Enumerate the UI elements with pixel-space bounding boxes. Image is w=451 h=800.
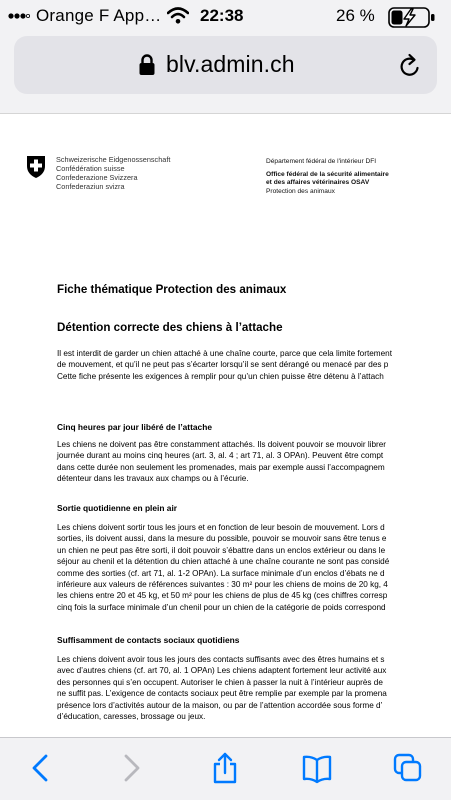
pdf-page[interactable] <box>0 113 451 737</box>
section-heading: Sortie quotidienne en plein air <box>57 503 178 513</box>
lock-icon <box>138 54 156 76</box>
text-line: détenteur dans les travaux aux champs ou à l’écurie. <box>57 474 249 484</box>
battery-percentage: 26 % <box>336 6 375 25</box>
confederation-names <box>56 155 170 191</box>
back-button[interactable] <box>26 752 56 784</box>
text-line: les chiens entre 20 et 45 kg, et 50 m² pour les chiens de plus de 45 kg (ces chiffres corresp <box>57 591 388 601</box>
text-line: dans cette durée non seulement les promenades, mais par exemple aussi l’accompagnem <box>57 462 385 472</box>
department-block <box>266 158 389 196</box>
url-text[interactable]: blv.admin.ch <box>166 51 295 77</box>
clock: 22:38 <box>200 6 244 25</box>
text-line: cinq fois la surface minimale d’un chenil pour un chien de la catégorie de poids correspond <box>57 602 386 612</box>
office-name-line2: et des affaires vétérinaires OSAV <box>266 179 370 187</box>
office-name-line1: Office fédéral de la sécurité alimentaire <box>266 171 389 179</box>
reload-icon[interactable] <box>398 53 422 79</box>
document-title: Détention correcte des chiens à l’attache <box>57 321 283 334</box>
wifi-icon <box>167 7 189 24</box>
bookmarks-icon[interactable] <box>302 752 332 784</box>
carrier-name: Orange F App… <box>36 6 162 25</box>
confederation-name-de: Schweizerische Eidgenossenschaft <box>56 155 171 164</box>
share-icon[interactable] <box>210 752 240 784</box>
text-line: Il est interdit de garder un chien attaché à une chaîne courte, parce que cela limite fortement <box>57 349 392 358</box>
text-line: sorties, ils doivent aussi, dans la mesure du possible, pouvoir se mouvoir sans être tenus e <box>57 534 387 544</box>
text-line: séjour au chenil et la détention du chien attaché à une chaîne courante ne sont pas considé <box>57 557 390 567</box>
bookmarks-button[interactable] <box>302 752 332 784</box>
text-line: présence lors d’activités autour de la maison, ou par de l’attention accordée sous forme d’ <box>57 700 383 710</box>
section-paragraph <box>57 522 389 613</box>
department-name: Département fédéral de l'intérieur DFI <box>266 158 377 165</box>
text-line: Les chiens doivent sortir tous les jours et en fonction de leur besoin de mouvement. Lors d <box>57 523 385 532</box>
text-line: Les chiens doivent avoir tous les jours des contacts suffisants avec des êtres humains et s <box>57 655 385 664</box>
division-name: Protection des animaux <box>266 187 335 195</box>
section-paragraph <box>57 439 386 485</box>
forward-button[interactable] <box>116 752 146 784</box>
forward-icon[interactable] <box>116 752 146 784</box>
text-line: ne suffit pas. L’exigence de contacts sociaux peut être remplie par exemple par la promena <box>57 689 387 699</box>
battery-charging-icon <box>388 7 436 28</box>
text-line: Les chiens ne doivent pas être constamment attachés. Ils doivent pouvoir se mouvoir librer <box>57 440 387 449</box>
text-line: avec d’autres chiens (cf. art 70, al. 1 OPAn) Les chiens adaptent fortement leur activité aux <box>57 666 387 676</box>
tabs-button[interactable] <box>393 752 423 784</box>
status-bar <box>0 0 451 34</box>
share-button[interactable] <box>210 752 240 784</box>
section-paragraph <box>57 654 387 722</box>
text-line: un chien ne peut pas être sorti, il doit pouvoir s’ébattre dans un enclos extérieur ou dans le <box>57 545 386 555</box>
back-icon[interactable] <box>26 752 56 784</box>
document-type-heading: Fiche thématique Protection des animaux <box>57 283 287 296</box>
text-line: de mouvement, et qu’il ne peut pas s’écarter lorsqu’il se sent dérangé ou menacé par des p <box>57 360 389 370</box>
confederation-name-rm: Confederaziun svizra <box>56 182 125 191</box>
swiss-crest-logo <box>26 155 46 179</box>
browser-toolbar <box>0 737 451 800</box>
confederation-name-it: Confederazione Svizzera <box>56 173 138 182</box>
address-bar[interactable] <box>14 36 437 94</box>
confederation-name-fr: Confédération suisse <box>56 164 125 173</box>
section-heading: Suffisamment de contacts sociaux quotidiens <box>57 635 240 645</box>
text-line: Cette fiche présente les exigences à remplir pour qu’un chien puisse être détenu à l’attach <box>57 371 384 381</box>
section-heading: Cinq heures par jour libéré de l’attache <box>57 422 212 432</box>
text-line: inférieure aux valeurs de références suivantes : 30 m² pour les chiens de moins de 20 kg, 4 <box>57 580 388 590</box>
text-line: comme des sorties (cf. art 71, al. 1-2 OPAn). La surface minimale d’un enclos d’ébats ne d <box>57 568 385 578</box>
text-line: des personnes qui s’en occupent. Autoriser le chien à passer la nuit à l’intérieur auprès de <box>57 677 383 687</box>
signal-strength-icon <box>8 10 30 22</box>
text-line: journée durant au moins cinq heures (art. 3, al. 4 ; art 71, al. 3 OPAn). Peuvent être compt <box>57 451 384 461</box>
text-line: d’éducation, caresses, brossage ou jeux. <box>57 712 206 722</box>
tabs-icon[interactable] <box>393 752 423 784</box>
intro-paragraph <box>57 348 392 382</box>
